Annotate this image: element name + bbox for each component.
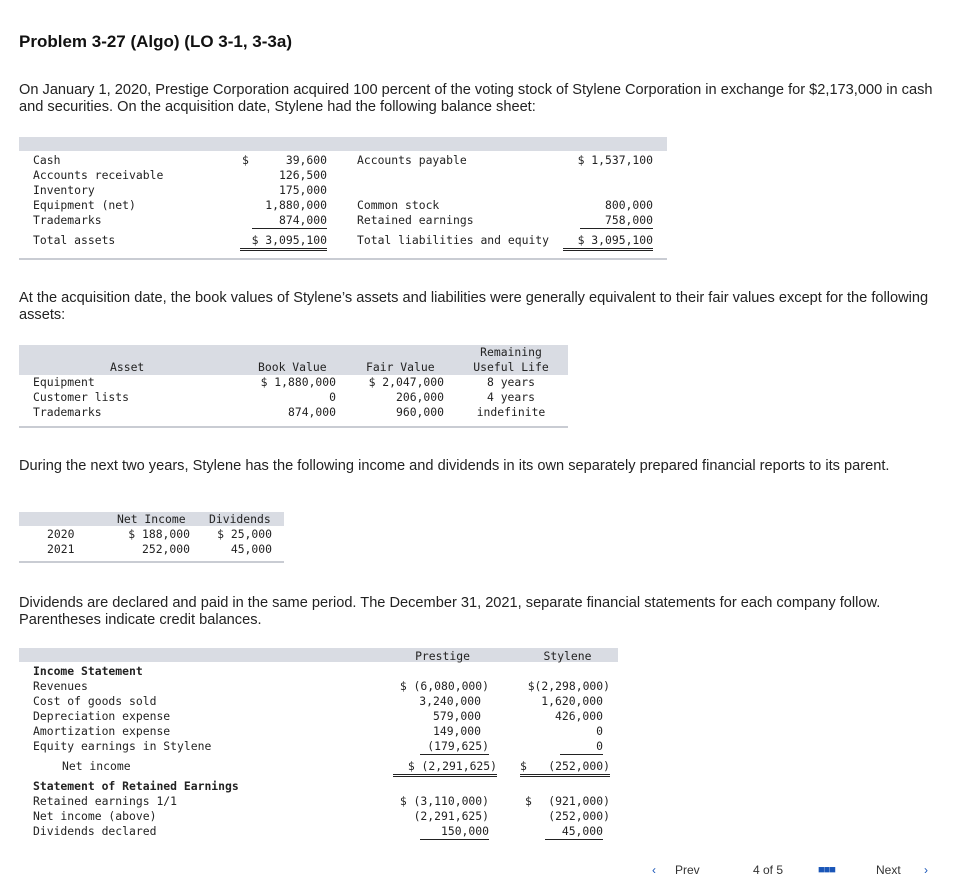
header-dividends: Dividends (209, 512, 271, 526)
col-prestige: Prestige (415, 649, 470, 663)
is-row-label: Amortization expense (33, 724, 171, 738)
retained-earnings-heading: Statement of Retained Earnings (33, 779, 239, 793)
re-row-label: Retained earnings 1/1 (33, 794, 178, 808)
fv-row-life: indefinite (476, 405, 546, 419)
re-row-label: Net income (above) (33, 809, 157, 823)
total-assets-value: $ 3,095,100 (240, 233, 327, 251)
income-intro: During the next two years, Stylene has the following income and dividends in its own separately prepared financial reports to its parent. (19, 458, 890, 474)
re-row-stylene: (921,000) (548, 794, 610, 808)
fv-row-fair: 206,000 (395, 390, 444, 404)
income-ni: 252,000 (141, 542, 190, 556)
liability-label: Accounts payable (357, 153, 467, 167)
asset-value: 1,880,000 (265, 198, 327, 212)
asset-value: 126,500 (278, 168, 327, 182)
total-le-label: Total liabilities and equity (357, 233, 550, 247)
fv-row-asset: Customer lists (33, 390, 130, 404)
asset-label: Inventory (33, 183, 95, 197)
fv-row-life: 8 years (486, 375, 535, 389)
asset-label: Trademarks (33, 213, 102, 227)
is-row-prestige: 579,000 (432, 709, 481, 723)
dollar-sign: $ (242, 153, 249, 167)
total-assets-label: Total assets (33, 233, 116, 247)
table-bottom-rule (19, 426, 568, 428)
intro-paragraph: On January 1, 2020, Prestige Corporation acquired 100 percent of the voting stock of Stylene Corporation in exchange for $2,173,000 in cash and securities. On the acquisition date, Stylene had the following balance sheet: (19, 82, 933, 115)
fv-row-book: 0 (329, 390, 336, 404)
problem-title: Problem 3-27 (Algo) (LO 3-1, 3-3a) (19, 32, 292, 51)
income-div: $ 25,000 (217, 527, 272, 541)
income-statement-heading: Income Statement (33, 664, 143, 678)
net-income-stylene: (252,000) (548, 759, 610, 773)
equity-label: Common stock (357, 198, 440, 212)
fv-row-life: 4 years (486, 390, 535, 404)
header-useful-life: Useful Life (473, 360, 549, 374)
is-row-prestige: 3,240,000 (419, 694, 481, 708)
is-row-label: Equity earnings in Stylene (33, 739, 212, 753)
is-row-stylene: 0 (596, 724, 603, 738)
table-bottom-rule (19, 561, 284, 563)
is-row-prestige: (179,625) (420, 739, 489, 755)
fv-row-asset: Equipment (33, 375, 95, 389)
table-bottom-rule (19, 258, 667, 260)
asset-value: 175,000 (278, 183, 327, 197)
header-fair-value: Fair Value (366, 360, 435, 374)
chevron-right-icon: › (924, 863, 928, 877)
is-row-label: Depreciation expense (33, 709, 171, 723)
re-row-prestige: (2,291,625) (413, 809, 489, 823)
asset-value: 39,600 (285, 153, 327, 167)
fv-row-book: 874,000 (287, 405, 336, 419)
re-row-prestige: $ (3,110,000) (399, 794, 489, 808)
is-row-prestige: $ (6,080,000) (399, 679, 489, 693)
equity-value: 800,000 (604, 198, 653, 212)
statements-intro: Dividends are declared and paid in the same period. The December 31, 2021, separate financial statements for each company follow. Parentheses indicate credit balances. (19, 595, 881, 628)
fv-row-fair: 960,000 (395, 405, 444, 419)
asset-label: Equipment (net) (33, 198, 136, 212)
equity-label: Retained earnings (357, 213, 474, 227)
re-row-stylene: (252,000) (548, 809, 610, 823)
income-year: 2020 (47, 527, 75, 541)
liability-value: $ 1,537,100 (577, 153, 653, 167)
table-header-bar (19, 137, 667, 151)
re-row-label: Dividends declared (33, 824, 157, 838)
re-row-stylene: 45,000 (545, 824, 603, 840)
is-row-label: Revenues (33, 679, 88, 693)
equity-value: 758,000 (580, 213, 653, 229)
grid-icon[interactable]: ■■■ (818, 864, 835, 876)
next-button[interactable]: Next (876, 863, 901, 877)
re-row-prestige: 150,000 (420, 824, 489, 840)
col-stylene: Stylene (543, 649, 592, 663)
is-row-stylene: $(2,298,000) (527, 679, 610, 693)
asset-label: Accounts receivable (33, 168, 164, 182)
asset-label: Cash (33, 153, 61, 167)
income-year: 2021 (47, 542, 75, 556)
header-net-income: Net Income (117, 512, 186, 526)
re-row-stylene-dollar: $ (525, 794, 532, 808)
net-income-prestige: $ (2,291,625) (393, 759, 497, 777)
is-row-stylene: 426,000 (554, 709, 603, 723)
prev-button[interactable]: Prev (675, 863, 700, 877)
fv-row-book: $ 1,880,000 (260, 375, 336, 389)
is-row-stylene: 1,620,000 (541, 694, 603, 708)
header-remaining: Remaining (480, 345, 542, 359)
chevron-left-icon: ‹ (652, 863, 656, 877)
header-asset: Asset (110, 360, 145, 374)
is-row-prestige: 149,000 (432, 724, 481, 738)
net-income-stylene-dollar: $ (520, 759, 610, 777)
fair-value-intro: At the acquisition date, the book values of Stylene’s assets and liabilities were generally equivalent to their fair values except for the following assets: (19, 290, 929, 323)
asset-value: 874,000 (252, 213, 327, 229)
header-book-value: Book Value (258, 360, 327, 374)
total-le-value: $ 3,095,100 (563, 233, 653, 251)
is-row-stylene: 0 (560, 739, 603, 755)
page-indicator: 4 of 5 (753, 863, 784, 877)
fv-row-asset: Trademarks (33, 405, 102, 419)
net-income-label: Net income (62, 759, 131, 773)
income-div: 45,000 (230, 542, 272, 556)
fv-row-fair: $ 2,047,000 (368, 375, 444, 389)
is-row-label: Cost of goods sold (33, 694, 157, 708)
income-ni: $ 188,000 (128, 527, 190, 541)
